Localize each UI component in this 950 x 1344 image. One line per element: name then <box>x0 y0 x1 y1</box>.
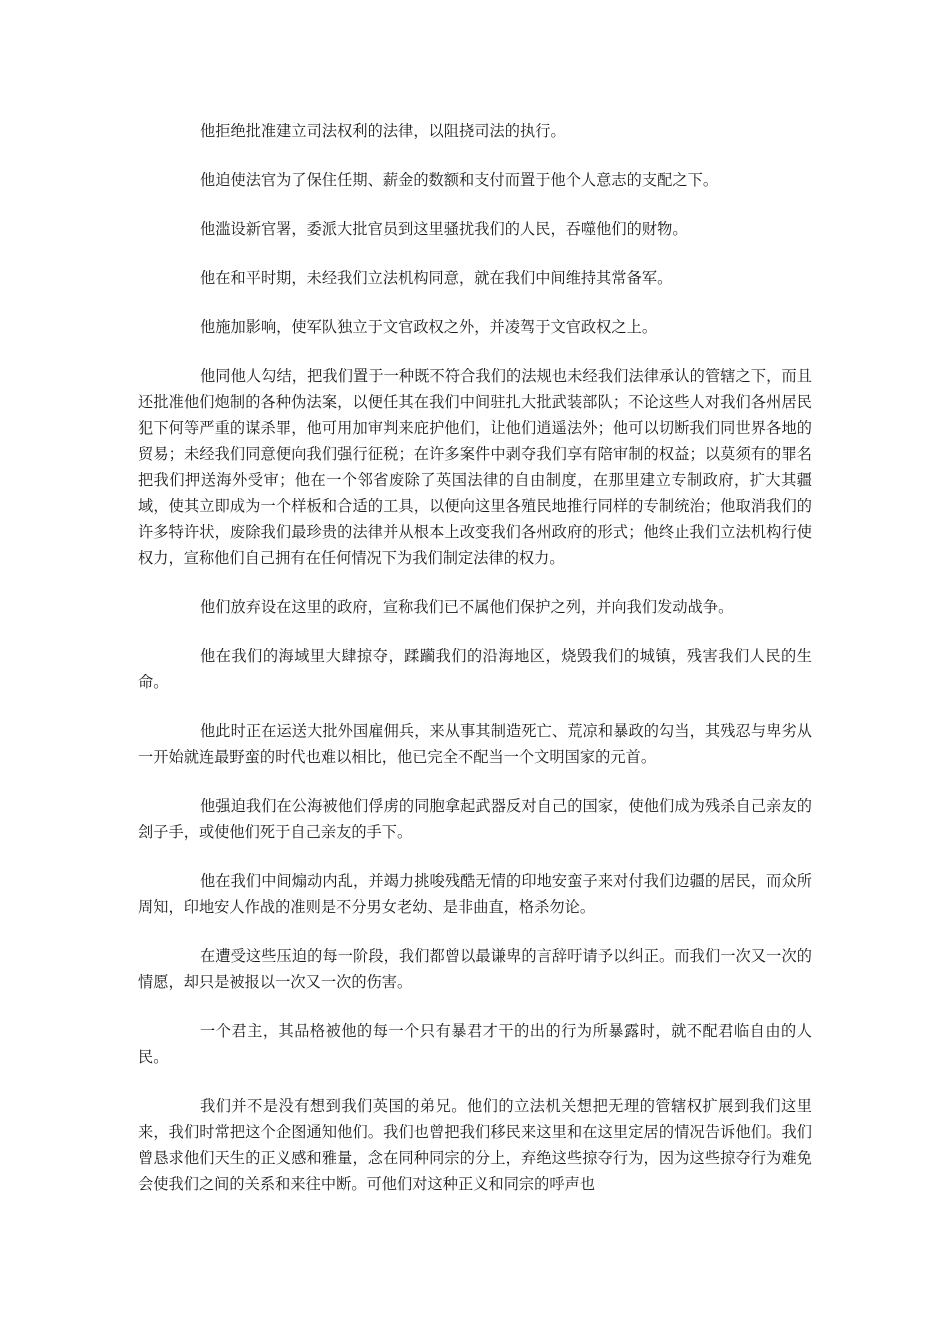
paragraph: 他此时正在运送大批外国雇佣兵，来从事其制造死亡、荒凉和暴政的勾当，其残忍与卑劣从一开始就连最野蛮的时代也难以相比，他已完全不配当一个文明国家的元首。 <box>138 722 812 766</box>
paragraph: 他滥设新官署，委派大批官员到这里骚扰我们的人民，吞噬他们的财物。 <box>200 220 688 238</box>
paragraph: 他在我们中间煽动内乱，并竭力挑唆残酷无情的印地安蛮子来对付我们边疆的居民，而众所周知，印地安人作战的准则是不分男女老幼、是非曲直，格杀勿论。 <box>138 872 812 916</box>
document-body <box>138 118 812 1220</box>
paragraph: 在遭受这些压迫的每一阶段，我们都曾以最谦卑的言辞吁请予以纠正。而我们一次又一次的情愿，却只是被报以一次又一次的伤害。 <box>138 947 812 991</box>
paragraph: 他同他人勾结，把我们置于一种既不符合我们的法规也未经我们法律承认的管辖之下，而且还批准他们炮制的各种伪法案，以便任其在我们中间驻扎大批武装部队；不论这些人对我们各州居民犯下何等严重的谋杀罪，他可用加审判来庇护他们，让他们逍遥法外；他可以切断我们同世界各地的贸易；未经我们同意便向我们强行征税；在许多案件中剥夺我们享有陪审制的权益；以莫须有的罪名把我们押送海外受审；他在一个邻省废除了英国法律的自由制度，在那里建立专制政府，扩大其疆域，使其立即成为一个样板和合适的工具，以便向这里各殖民地推行同样的专制统治；他取消我们的许多特许状，废除我们最珍贵的法律并从根本上改变我们各州政府的形式；他终止我们立法机构行使权力，宣称他们自己拥有在任何情况下为我们制定法律的权力。 <box>138 367 812 567</box>
paragraph: 他拒绝批准建立司法权利的法律，以阻挠司法的执行。 <box>200 122 566 140</box>
paragraph: 他施加影响，使军队独立于文官政权之外，并凌驾于文官政权之上。 <box>200 318 658 336</box>
paragraph: 他们放弃设在这里的政府，宣称我们已不属他们保护之列，并向我们发动战争。 <box>200 598 734 616</box>
paragraph: 一个君主，其品格被他的每一个只有暴君才干的出的行为所暴露时，就不配君临自由的人民。 <box>138 1022 812 1066</box>
paragraph: 他在和平时期，未经我们立法机构同意，就在我们中间维持其常备军。 <box>200 269 673 287</box>
paragraph: 我们并不是没有想到我们英国的弟兄。他们的立法机关想把无理的管辖权扩展到我们这里来，我们时常把这个企图通知他们。我们也曾把我们移民来这里和在这里定居的情况告诉他们。我们曾恳求他们天生的正义感和雅量，念在同种同宗的分上，弃绝这些掠夺行为，因为这些掠夺行为难免会使我们之间的关系和来往中断。可他们对这种正义和同宗的呼声也 <box>138 1097 812 1193</box>
paragraph: 他在我们的海域里大肆掠夺，蹂躏我们的沿海地区，烧毁我们的城镇，残害我们人民的生命。 <box>138 647 812 691</box>
paragraph: 他强迫我们在公海被他们俘虏的同胞拿起武器反对自己的国家，使他们成为残杀自己亲友的刽子手，或使他们死于自己亲友的手下。 <box>138 797 812 841</box>
paragraph: 他迫使法官为了保住任期、薪金的数额和支付而置于他个人意志的支配之下。 <box>200 171 719 189</box>
